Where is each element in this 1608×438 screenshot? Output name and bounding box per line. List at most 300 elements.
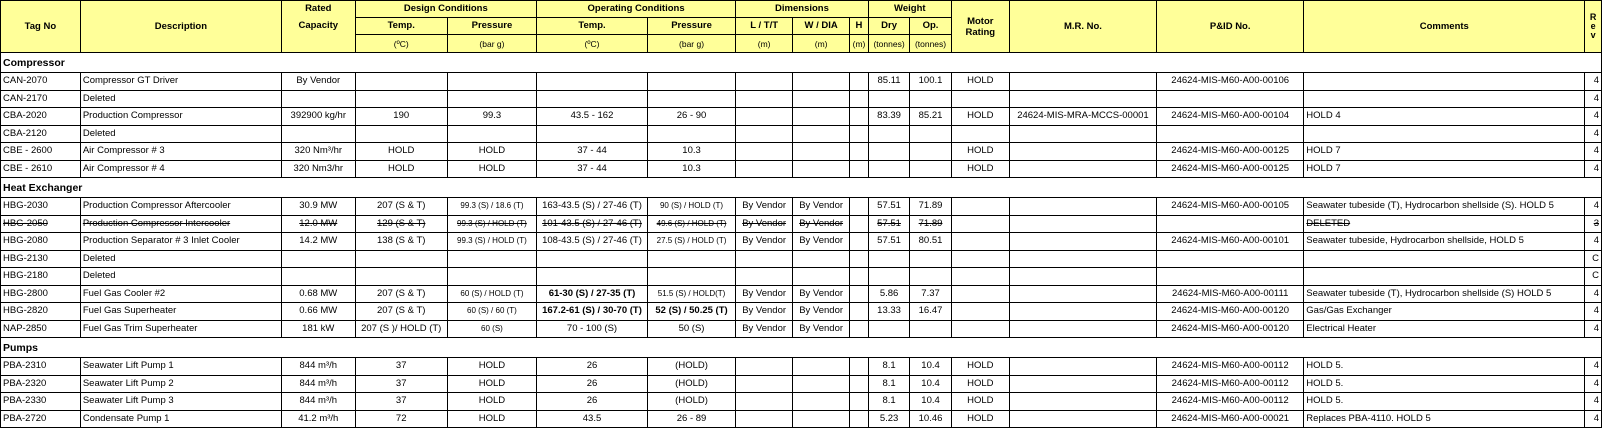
cell-capacity: 0.68 MW [281,285,355,303]
cell-description: Deleted [80,90,281,108]
table-row[interactable] [1,268,1602,286]
cell-length [736,375,793,393]
cell-height [850,160,869,178]
cell-pid-no: 24624-MIS-M60-A00-00105 [1157,198,1304,216]
cell-dry-weight: 8.1 [868,393,909,411]
cell-tag-no: CAN-2170 [1,90,81,108]
cell-tag-no: PBA-2720 [1,410,81,428]
cell-pid-no: 24624-MIS-M60-A00-00104 [1157,108,1304,126]
unit-dry: (tonnes) [868,35,909,53]
cell-motor-rating [951,90,1009,108]
cell-tag-no: NAP-2850 [1,320,81,338]
cell-op-weight: 10.4 [910,393,951,411]
cell-height [850,410,869,428]
cell-op-weight: 10.4 [910,375,951,393]
cell-height [850,215,869,233]
header-comments: Comments [1304,1,1585,53]
cell-length [736,143,793,161]
cell-description: Condensate Pump 1 [80,410,281,428]
cell-comments: Electrical Heater [1304,320,1585,338]
cell-design-pressure: HOLD [447,393,536,411]
cell-dry-weight [868,268,909,286]
cell-design-pressure [447,73,536,91]
cell-capacity: 320 Nm3/hr [281,160,355,178]
cell-rev: 4 [1585,303,1602,321]
cell-comments [1304,250,1585,268]
header-op-pressure: Pressure [647,18,735,35]
table-row[interactable] [1,143,1602,161]
cell-length [736,268,793,286]
cell-length [736,108,793,126]
cell-motor-rating: HOLD [951,143,1009,161]
cell-height [850,285,869,303]
table-row[interactable] [1,90,1602,108]
table-row[interactable] [1,285,1602,303]
cell-tag-no: PBA-2320 [1,375,81,393]
cell-height [850,233,869,251]
unit-op-pressure: (bar g) [647,35,735,53]
cell-width [793,125,850,143]
section-spacer [281,53,1601,73]
cell-height [850,125,869,143]
cell-comments: Gas/Gas Exchanger [1304,303,1585,321]
cell-length [736,250,793,268]
header-width: W / DIA [793,18,850,35]
cell-mr-no [1009,410,1156,428]
cell-width [793,410,850,428]
cell-comments: HOLD 7 [1304,160,1585,178]
cell-tag-no: CBE - 2600 [1,143,81,161]
table-row[interactable] [1,233,1602,251]
cell-dry-weight [868,320,909,338]
cell-op-pressure: (HOLD) [647,393,735,411]
cell-op-weight: 16.47 [910,303,951,321]
header-op: Op. [910,18,951,35]
header-pid-no: P&ID No. [1157,1,1304,53]
cell-comments [1304,268,1585,286]
cell-dry-weight [868,143,909,161]
table-row[interactable] [1,320,1602,338]
cell-design-temp: 207 (S & T) [355,303,447,321]
cell-length: By Vendor [736,303,793,321]
section-spacer [281,178,1601,198]
cell-dry-weight [868,250,909,268]
cell-mr-no [1009,73,1156,91]
cell-op-pressure: 26 - 90 [647,108,735,126]
cell-comments [1304,73,1585,91]
cell-design-temp: 37 [355,393,447,411]
unit-design-temp: (ºC) [355,35,447,53]
cell-width [793,268,850,286]
cell-op-temp: 167.2-61 (S) / 30-70 (T) [537,303,648,321]
header-rev-v: v [1590,30,1596,40]
cell-rev: C [1585,268,1602,286]
cell-pid-no: 24624-MIS-M60-A00-00021 [1157,410,1304,428]
cell-op-temp: 26 [537,358,648,376]
cell-tag-no: HBG-2030 [1,198,81,216]
unit-height: (m) [850,35,869,53]
cell-description: Compressor GT Driver [80,73,281,91]
cell-capacity: 12.0 MW [281,215,355,233]
cell-op-temp [537,250,648,268]
cell-description: Air Compressor # 3 [80,143,281,161]
cell-design-temp: 138 (S & T) [355,233,447,251]
cell-mr-no [1009,233,1156,251]
header-rated: Rated [281,1,355,18]
cell-op-pressure [647,90,735,108]
cell-description: Production Compressor [80,108,281,126]
cell-length: By Vendor [736,285,793,303]
cell-comments: HOLD 7 [1304,143,1585,161]
cell-mr-no [1009,320,1156,338]
cell-capacity: 0.66 MW [281,303,355,321]
cell-op-temp [537,125,648,143]
cell-description: Production Separator # 3 Inlet Cooler [80,233,281,251]
cell-tag-no: CBA-2120 [1,125,81,143]
section-label: Compressor [1,53,282,73]
cell-op-temp: 26 [537,393,648,411]
cell-comments: Seawater tubeside, Hydrocarbon shellside, HOLD 5 [1304,233,1585,251]
cell-motor-rating: HOLD [951,410,1009,428]
cell-description: Production Compressor Aftercooler [80,198,281,216]
cell-rev: 4 [1585,320,1602,338]
cell-width [793,143,850,161]
cell-op-temp: 43.5 - 162 [537,108,648,126]
table-row[interactable] [1,160,1602,178]
header-rev-r: R [1589,12,1597,22]
cell-op-pressure: 90 (S) / HOLD (T) [647,198,735,216]
cell-op-weight [910,125,951,143]
cell-description: Fuel Gas Superheater [80,303,281,321]
header-rev-e: e [1590,21,1596,31]
cell-design-temp: HOLD [355,160,447,178]
cell-op-pressure [647,250,735,268]
cell-op-temp: 26 [537,375,648,393]
cell-design-temp: 129 (S & T) [355,215,447,233]
cell-design-pressure: 60 (S) / 60 (T) [447,303,536,321]
header-rev [1585,1,1602,53]
cell-op-weight: 85.21 [910,108,951,126]
cell-motor-rating: HOLD [951,108,1009,126]
cell-length [736,393,793,411]
cell-width: By Vendor [793,285,850,303]
table-header [1,1,1602,53]
cell-op-temp: 61-30 (S) / 27-35 (T) [537,285,648,303]
cell-description: Seawater Lift Pump 3 [80,393,281,411]
cell-op-temp [537,90,648,108]
table-row[interactable] [1,125,1602,143]
header-design-conditions: Design Conditions [355,1,536,18]
cell-rev: 4 [1585,410,1602,428]
cell-design-temp [355,73,447,91]
cell-comments [1304,90,1585,108]
cell-design-pressure [447,250,536,268]
cell-design-temp: 207 (S )/ HOLD (T) [355,320,447,338]
cell-length [736,125,793,143]
cell-op-pressure: 27.5 (S) / HOLD (T) [647,233,735,251]
cell-op-weight [910,143,951,161]
cell-dry-weight: 5.23 [868,410,909,428]
cell-design-pressure: 99.3 (S) / HOLD (T) [447,233,536,251]
table-row[interactable] [1,375,1602,393]
cell-description: Seawater Lift Pump 2 [80,375,281,393]
cell-comments: Seawater tubeside (T), Hydrocarbon shellside (S) HOLD 5 [1304,285,1585,303]
cell-width [793,108,850,126]
header-tag-no: Tag No [1,1,81,53]
cell-op-pressure [647,125,735,143]
header-weight: Weight [868,1,951,18]
cell-height [850,303,869,321]
cell-height [850,250,869,268]
cell-comments: HOLD 5. [1304,375,1585,393]
cell-width [793,160,850,178]
cell-op-temp: 163-43.5 (S) / 27-46 (T) [537,198,648,216]
cell-mr-no [1009,285,1156,303]
cell-design-pressure: 60 (S) / HOLD (T) [447,285,536,303]
cell-design-temp: 190 [355,108,447,126]
cell-pid-no [1157,215,1304,233]
section-compressor [1,53,1602,73]
cell-tag-no: HBG-2180 [1,268,81,286]
cell-op-weight: 71.89 [910,198,951,216]
cell-design-temp: 207 (S & T) [355,198,447,216]
cell-design-temp [355,250,447,268]
cell-width [793,375,850,393]
cell-mr-no [1009,375,1156,393]
header-dimensions: Dimensions [736,1,869,18]
table-row[interactable] [1,198,1602,216]
cell-mr-no [1009,215,1156,233]
cell-op-weight: 71.89 [910,215,951,233]
cell-dry-weight: 85.11 [868,73,909,91]
cell-pid-no: 24624-MIS-M60-A00-00111 [1157,285,1304,303]
cell-pid-no: 24624-MIS-M60-A00-00125 [1157,143,1304,161]
cell-width [793,358,850,376]
cell-mr-no [1009,198,1156,216]
cell-design-temp: 207 (S & T) [355,285,447,303]
cell-pid-no: 24624-MIS-M60-A00-00106 [1157,73,1304,91]
cell-capacity [281,90,355,108]
cell-length: By Vendor [736,198,793,216]
cell-width: By Vendor [793,233,850,251]
cell-width: By Vendor [793,198,850,216]
cell-op-pressure: 49.6 (S) / HOLD (T) [647,215,735,233]
cell-height [850,320,869,338]
cell-pid-no: 24624-MIS-M60-A00-00112 [1157,375,1304,393]
cell-op-weight [910,250,951,268]
cell-dry-weight: 57.51 [868,198,909,216]
cell-rev: C [1585,250,1602,268]
cell-description: Deleted [80,125,281,143]
cell-design-pressure: HOLD [447,375,536,393]
header-op-temp: Temp. [537,18,648,35]
table-row[interactable] [1,108,1602,126]
cell-capacity [281,268,355,286]
cell-mr-no [1009,393,1156,411]
cell-comments: HOLD 5. [1304,393,1585,411]
cell-pid-no: 24624-MIS-M60-A00-00120 [1157,320,1304,338]
cell-mr-no [1009,268,1156,286]
cell-op-weight [910,90,951,108]
cell-mr-no: 24624-MIS-MRA-MCCS-00001 [1009,108,1156,126]
table-row[interactable] [1,358,1602,376]
unit-width: (m) [793,35,850,53]
cell-pid-no [1157,250,1304,268]
unit-design-pressure: (bar g) [447,35,536,53]
cell-motor-rating [951,303,1009,321]
cell-op-temp: 37 - 44 [537,160,648,178]
cell-comments: Replaces PBA-4110. HOLD 5 [1304,410,1585,428]
cell-pid-no [1157,268,1304,286]
cell-motor-rating: HOLD [951,73,1009,91]
cell-design-temp: 37 [355,375,447,393]
cell-capacity: 844 m³/h [281,358,355,376]
cell-capacity [281,250,355,268]
cell-op-pressure: 50 (S) [647,320,735,338]
cell-design-pressure: HOLD [447,358,536,376]
cell-width [793,393,850,411]
cell-length: By Vendor [736,233,793,251]
cell-capacity: 392900 kg/hr [281,108,355,126]
cell-tag-no: CBA-2020 [1,108,81,126]
cell-motor-rating [951,125,1009,143]
cell-motor-rating [951,268,1009,286]
table-row[interactable] [1,73,1602,91]
cell-op-pressure [647,73,735,91]
cell-motor-rating [951,320,1009,338]
cell-motor-rating [951,233,1009,251]
cell-design-pressure: HOLD [447,143,536,161]
cell-op-weight [910,320,951,338]
unit-op-temp: (ºC) [537,35,648,53]
header-description: Description [80,1,281,53]
cell-height [850,73,869,91]
cell-height [850,90,869,108]
cell-width [793,250,850,268]
cell-description: Air Compressor # 4 [80,160,281,178]
cell-op-temp: 108-43.5 (S) / 27-46 (T) [537,233,648,251]
cell-op-weight [910,268,951,286]
cell-dry-weight: 57.51 [868,233,909,251]
cell-op-temp [537,268,648,286]
cell-rev: 4 [1585,393,1602,411]
cell-design-pressure: HOLD [447,160,536,178]
cell-height [850,375,869,393]
table-row[interactable] [1,410,1602,428]
cell-design-pressure: 99.3 [447,108,536,126]
cell-op-weight: 80.51 [910,233,951,251]
cell-mr-no [1009,250,1156,268]
cell-motor-rating: HOLD [951,393,1009,411]
cell-op-pressure [647,268,735,286]
cell-width: By Vendor [793,320,850,338]
cell-op-weight: 10.46 [910,410,951,428]
cell-capacity [281,125,355,143]
cell-design-temp [355,268,447,286]
cell-length [736,410,793,428]
cell-width [793,73,850,91]
cell-dry-weight: 8.1 [868,375,909,393]
cell-width: By Vendor [793,303,850,321]
cell-pid-no [1157,90,1304,108]
cell-capacity: 844 m³/h [281,393,355,411]
cell-pid-no: 24624-MIS-M60-A00-00101 [1157,233,1304,251]
cell-tag-no: HBG-2130 [1,250,81,268]
cell-dry-weight [868,160,909,178]
table-row[interactable] [1,393,1602,411]
cell-motor-rating: HOLD [951,358,1009,376]
cell-mr-no [1009,90,1156,108]
cell-dry-weight [868,125,909,143]
cell-op-weight: 100.1 [910,73,951,91]
cell-design-pressure [447,125,536,143]
cell-pid-no: 24624-MIS-M60-A00-00112 [1157,358,1304,376]
cell-width [793,90,850,108]
cell-op-weight [910,160,951,178]
cell-design-pressure [447,90,536,108]
cell-motor-rating: HOLD [951,375,1009,393]
cell-description: Seawater Lift Pump 1 [80,358,281,376]
table-row[interactable] [1,250,1602,268]
cell-mr-no [1009,303,1156,321]
cell-rev: 4 [1585,358,1602,376]
cell-op-weight: 10.4 [910,358,951,376]
header-height: H [850,18,869,35]
cell-design-temp: HOLD [355,143,447,161]
cell-rev: 4 [1585,73,1602,91]
cell-dry-weight: 57.51 [868,215,909,233]
cell-pid-no: 24624-MIS-M60-A00-00125 [1157,160,1304,178]
cell-description: Deleted [80,268,281,286]
cell-description: Fuel Gas Cooler #2 [80,285,281,303]
cell-design-pressure: 99.3 (S) / 18.6 (T) [447,198,536,216]
section-heat-exchanger [1,178,1602,198]
cell-pid-no: 24624-MIS-M60-A00-00112 [1157,393,1304,411]
cell-rev: 3 [1585,215,1602,233]
cell-motor-rating [951,285,1009,303]
cell-comments: DELETED [1304,215,1585,233]
cell-tag-no: PBA-2310 [1,358,81,376]
cell-op-temp: 70 - 100 (S) [537,320,648,338]
cell-length [736,73,793,91]
cell-capacity: 41.2 m³/h [281,410,355,428]
cell-height [850,108,869,126]
cell-pid-no [1157,125,1304,143]
cell-mr-no [1009,358,1156,376]
cell-design-pressure: HOLD [447,410,536,428]
cell-description: Deleted [80,250,281,268]
cell-height [850,358,869,376]
cell-op-pressure: 52 (S) / 50.25 (T) [647,303,735,321]
header-design-pressure: Pressure [447,18,536,35]
cell-comments: Seawater tubeside (T), Hydrocarbon shellside (S). HOLD 5 [1304,198,1585,216]
cell-motor-rating [951,250,1009,268]
cell-tag-no: CAN-2070 [1,73,81,91]
cell-length [736,358,793,376]
section-label: Pumps [1,338,282,358]
cell-design-pressure: 60 (S) [447,320,536,338]
cell-mr-no [1009,160,1156,178]
table-row[interactable] [1,215,1602,233]
section-spacer [281,338,1601,358]
cell-comments: HOLD 4 [1304,108,1585,126]
cell-dry-weight [868,90,909,108]
cell-mr-no [1009,143,1156,161]
cell-design-temp [355,90,447,108]
cell-mr-no [1009,125,1156,143]
cell-dry-weight: 83.39 [868,108,909,126]
table-row[interactable] [1,303,1602,321]
